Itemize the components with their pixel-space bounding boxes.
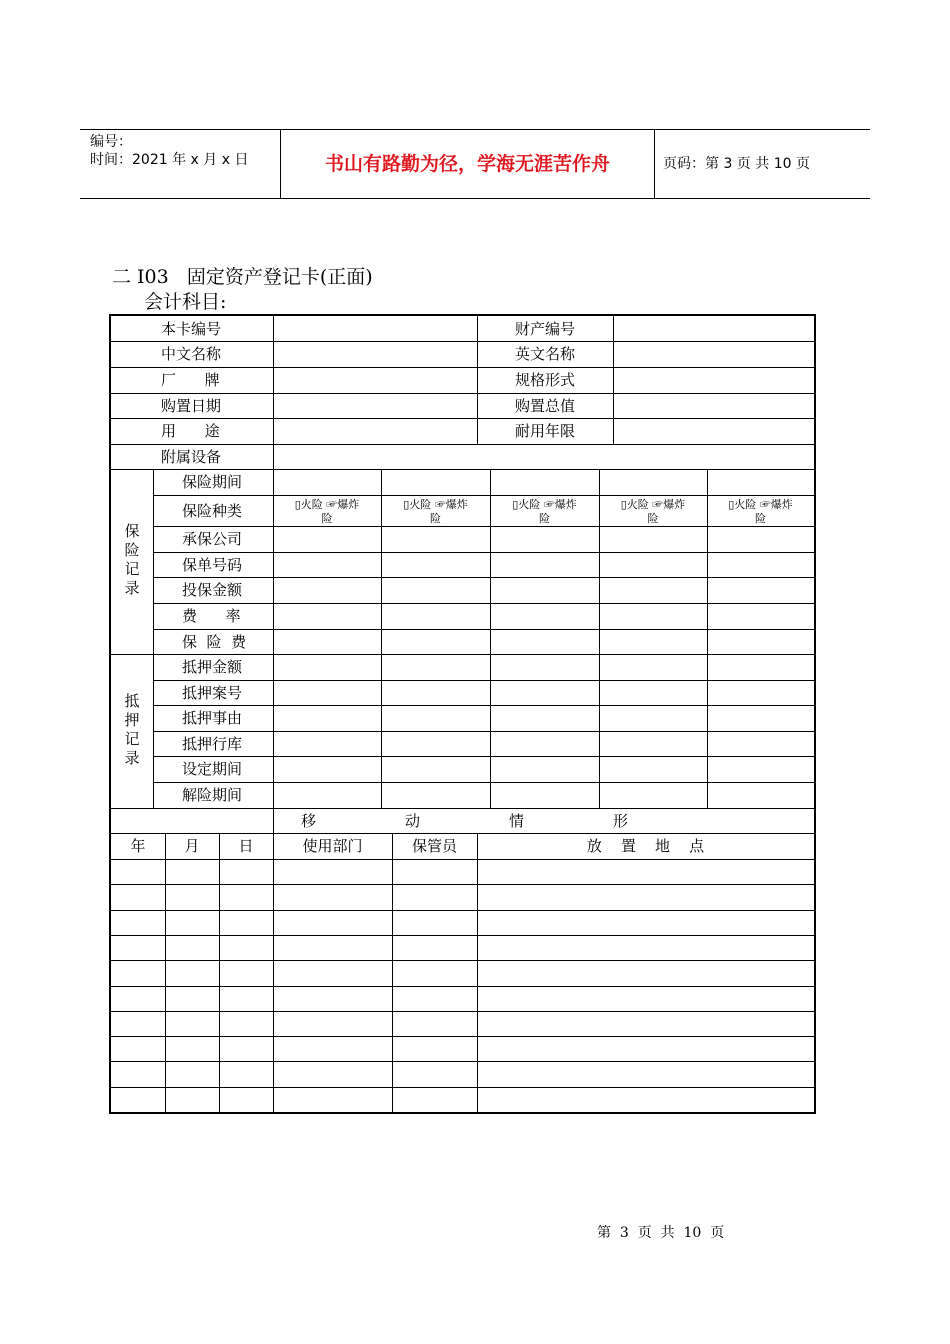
movement-entry-cell[interactable]	[478, 936, 814, 960]
grid-line	[153, 577, 814, 578]
movement-entry-cell[interactable]	[112, 1088, 165, 1112]
field-label: 用 途	[161, 422, 220, 440]
grid-line	[599, 469, 600, 808]
field-label: 规格形式	[515, 371, 576, 389]
field-value-cell[interactable]	[614, 394, 812, 418]
field-value-cell[interactable]	[274, 394, 476, 418]
movement-entry-cell[interactable]	[274, 860, 392, 884]
movement-entry-cell[interactable]	[112, 885, 165, 910]
insurance-row-label: 保险种类	[182, 502, 243, 520]
mortgage-row-label: 抵押金额	[182, 658, 243, 676]
movement-entry-cell[interactable]	[220, 860, 273, 884]
movement-entry-cell[interactable]	[478, 961, 814, 986]
movement-entry-cell[interactable]	[220, 1037, 273, 1061]
insurance-group-label: 保	[124, 522, 140, 540]
grid-line	[111, 654, 814, 655]
movement-entry-cell[interactable]	[478, 885, 814, 910]
grid-line	[153, 731, 814, 732]
insurance-type-option: ▯火险 ☞爆炸	[620, 498, 686, 511]
movement-entry-cell[interactable]	[220, 1062, 273, 1087]
movement-entry-cell[interactable]	[274, 936, 392, 960]
grid-line	[153, 782, 814, 783]
movement-entry-cell[interactable]	[274, 1037, 392, 1061]
field-value-cell[interactable]	[274, 342, 476, 367]
field-value-cell[interactable]	[614, 317, 812, 341]
insurance-type-option: ▯火险 ☞爆炸	[728, 498, 793, 511]
movement-header: 放 置 地 点	[586, 837, 705, 855]
movement-header: 保管员	[411, 837, 457, 855]
movement-title-char: 移	[301, 812, 317, 830]
movement-entry-cell[interactable]	[478, 1088, 814, 1112]
insurance-group-label: 险	[124, 541, 140, 559]
movement-entry-cell[interactable]	[478, 860, 814, 884]
movement-entry-cell[interactable]	[220, 1088, 273, 1112]
insurance-type-option: ▯火险 ☞爆炸	[403, 498, 468, 511]
movement-entry-cell[interactable]	[112, 936, 165, 960]
insurance-row-label: 保 险 费	[182, 633, 247, 651]
movement-entry-cell[interactable]	[166, 1037, 219, 1061]
movement-entry-cell[interactable]	[274, 961, 392, 986]
accessory-value-cell[interactable]	[274, 445, 812, 469]
movement-header: 年	[130, 837, 146, 855]
grid-line	[490, 469, 491, 808]
movement-entry-cell[interactable]	[220, 961, 273, 986]
grid-line	[153, 495, 814, 496]
grid-line	[153, 469, 154, 808]
grid-line	[707, 469, 708, 808]
mortgage-group-label: 抵	[124, 692, 140, 710]
movement-entry-cell[interactable]	[478, 1012, 814, 1036]
movement-entry-cell[interactable]	[220, 987, 273, 1011]
movement-entry-cell[interactable]	[112, 1037, 165, 1061]
insurance-type-option: 险	[647, 512, 659, 525]
asset-registration-card	[109, 314, 816, 1114]
field-value-cell[interactable]	[274, 419, 476, 444]
movement-entry-cell[interactable]	[166, 1062, 219, 1087]
movement-entry-cell[interactable]	[220, 885, 273, 910]
field-label: 耐用年限	[515, 422, 576, 440]
header-motto-cell	[281, 130, 655, 198]
insurance-type-option: 险	[755, 512, 766, 525]
movement-entry-cell[interactable]	[166, 1012, 219, 1036]
movement-entry-cell[interactable]	[220, 1012, 273, 1036]
grid-line	[111, 808, 814, 809]
movement-title-char: 情	[509, 812, 525, 830]
movement-entry-cell[interactable]	[274, 1012, 392, 1036]
movement-entry-cell[interactable]	[393, 936, 477, 960]
motto-text: 书山有路勤为径，学海无涯苦作舟	[324, 153, 610, 175]
form-subtitle: 会计科目:	[144, 291, 227, 313]
accessory-label: 附属设备	[161, 448, 222, 466]
movement-entry-cell[interactable]	[274, 1062, 392, 1087]
movement-entry-cell[interactable]	[393, 1088, 477, 1112]
header-page-cell	[655, 130, 870, 198]
movement-entry-cell[interactable]	[112, 961, 165, 986]
mortgage-row-label: 抵押行库	[182, 735, 243, 753]
grid-line	[153, 705, 814, 706]
insurance-type-option: 险	[539, 512, 550, 525]
movement-title-char: 形	[613, 812, 629, 830]
field-value-cell[interactable]	[614, 419, 812, 444]
field-label: 购置日期	[161, 397, 222, 415]
grid-line	[381, 469, 382, 808]
movement-entry-cell[interactable]	[112, 1012, 165, 1036]
insurance-group-label: 录	[124, 579, 140, 597]
movement-entry-cell[interactable]	[393, 1062, 477, 1087]
insurance-row-label: 投保金额	[182, 581, 243, 599]
movement-entry-cell[interactable]	[393, 961, 477, 986]
movement-entry-cell[interactable]	[478, 1062, 814, 1087]
field-value-cell[interactable]	[614, 342, 812, 367]
page-footer: 第 3 页 共 10 页	[597, 1225, 725, 1241]
movement-entry-cell[interactable]	[166, 961, 219, 986]
grid-line	[153, 756, 814, 757]
movement-entry-cell[interactable]	[393, 987, 477, 1011]
mortgage-group-label: 录	[124, 749, 140, 767]
grid-line	[477, 316, 478, 444]
page-count-label: 页码：第 3 页 共 10 页	[663, 156, 810, 172]
movement-entry-cell[interactable]	[274, 911, 392, 935]
grid-line	[153, 629, 814, 630]
movement-entry-cell[interactable]	[393, 885, 477, 910]
movement-entry-cell[interactable]	[274, 885, 392, 910]
insurance-type-option: ▯火险 ☞爆炸	[294, 498, 360, 511]
insurance-row-label: 保单号码	[182, 556, 243, 574]
mortgage-row-label: 设定期间	[182, 760, 243, 778]
movement-entry-cell[interactable]	[112, 860, 165, 884]
field-label: 财产编号	[515, 320, 576, 338]
insurance-group-label: 记	[124, 560, 140, 578]
grid-line	[153, 680, 814, 681]
form-title: 二 I03 固定资产登记卡(正面)	[112, 266, 373, 288]
movement-entry-cell[interactable]	[112, 911, 165, 935]
grid-line	[153, 603, 814, 604]
header-info-cell	[80, 130, 281, 198]
insurance-row-label: 承保公司	[182, 530, 243, 548]
grid-line	[111, 833, 814, 834]
movement-entry-cell[interactable]	[478, 911, 814, 935]
number-label: 编号：	[90, 134, 132, 150]
grid-line	[153, 526, 814, 527]
movement-entry-cell[interactable]	[166, 911, 219, 935]
movement-entry-cell[interactable]	[166, 885, 219, 910]
mortgage-group-label: 记	[124, 730, 140, 748]
movement-header: 月	[184, 837, 200, 855]
movement-entry-cell[interactable]	[166, 936, 219, 960]
time-label: 时间：2021 年 x 月 x 日	[90, 152, 249, 168]
mortgage-group-label: 押	[124, 711, 140, 729]
field-value-cell[interactable]	[614, 368, 812, 393]
movement-entry-cell[interactable]	[166, 987, 219, 1011]
movement-entry-cell[interactable]	[274, 987, 392, 1011]
movement-entry-cell[interactable]	[220, 911, 273, 935]
movement-title-char: 动	[405, 812, 421, 830]
movement-entry-cell[interactable]	[478, 1037, 814, 1061]
movement-entry-cell[interactable]	[220, 936, 273, 960]
insurance-type-option: 险	[321, 512, 333, 525]
movement-entry-cell[interactable]	[393, 911, 477, 935]
movement-entry-cell[interactable]	[274, 1088, 392, 1112]
grid-line	[153, 552, 814, 553]
field-label: 本卡编号	[161, 320, 222, 338]
movement-entry-cell[interactable]	[166, 1088, 219, 1112]
field-value-cell[interactable]	[274, 317, 476, 341]
document-header	[80, 129, 870, 199]
mortgage-row-label: 抵押案号	[182, 684, 243, 702]
movement-entry-cell[interactable]	[393, 1037, 477, 1061]
field-label: 中文名称	[161, 345, 222, 363]
field-label: 厂 牌	[161, 371, 220, 389]
movement-entry-cell[interactable]	[478, 987, 814, 1011]
insurance-row-label: 保险期间	[182, 473, 243, 491]
field-label: 购置总值	[515, 397, 576, 415]
grid-line	[111, 469, 814, 470]
movement-entry-cell[interactable]	[166, 860, 219, 884]
insurance-type-option: 险	[430, 512, 441, 525]
field-label: 英文名称	[515, 345, 576, 363]
insurance-type-option: ▯火险 ☞爆炸	[512, 498, 577, 511]
movement-entry-cell[interactable]	[112, 987, 165, 1011]
movement-entry-cell[interactable]	[393, 860, 477, 884]
movement-header: 日	[238, 837, 254, 855]
mortgage-row-label: 解险期间	[182, 786, 243, 804]
movement-entry-cell[interactable]	[112, 1062, 165, 1087]
field-value-cell[interactable]	[274, 368, 476, 393]
mortgage-row-label: 抵押事由	[182, 709, 243, 727]
insurance-row-label: 费 率	[182, 607, 241, 625]
movement-entry-cell[interactable]	[393, 1012, 477, 1036]
movement-header: 使用部门	[302, 837, 363, 855]
